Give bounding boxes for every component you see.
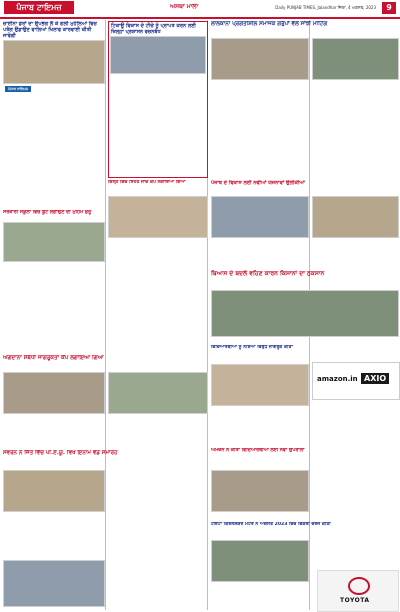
headline: ਪੰਜਾਬ ਦੇ ਵਿਕਾਸ ਲਈ ਨਵੀਆਂ ਯੋਜਨਾਵਾਂ ਉਲੀਕੀਆਂ: [211, 180, 305, 186]
headline: ਸਵਰਨ ਨੇ ਜਿੱਤੇ ਵਿੱਚ ਪੀ.ਏ.ਯੂ. ਵਿਖੇ ਇਨਾਮ ਵੰਡ ਸਮਾਰੋਹ: [3, 450, 118, 456]
toyota-ad: [317, 570, 399, 612]
dateline: Daily PUNJAB TIMES, Jalandhar ਜਿਲਾ, 4 ਅਗਸਤ, 2023: [275, 5, 376, 10]
news-photo: [211, 540, 309, 582]
masthead: [0, 0, 400, 19]
news-photo: [3, 222, 105, 262]
headline: ਟੋਇਟਾ ਕਿਰਲੋਸਕਰ ਮੋਟਰ ਨੇ ਅਗਸਤ 2023 ਵਿੱਚ ਵਿਕਰੀ ਦਰਜ ਕੀਤੀ: [211, 522, 331, 527]
headline: ਵਿਦਿਆਰਥੀਆਂ ਨੂੰ ਨਸ਼ਿਆਂ ਵਿਰੁੱਧ ਜਾਗਰੂਕ ਕੀਤਾ: [211, 345, 293, 350]
news-photo: [211, 470, 309, 512]
news-photo: [312, 196, 399, 238]
news-photo: [211, 364, 309, 406]
news-photo: [312, 38, 399, 80]
headline: ਟਿਕਾਊ ਵਿਕਾਸ ਦੇ ਟੀਚੇ ਨੂੰ ਪ੍ਰਾਪਤ ਕਰਨ ਲਈ ਜ਼ਿਲ੍ਹਾ ਪ੍ਰਸ਼ਾਸਨ ਵਚਨਬੱਧ: [111, 23, 196, 35]
headline: ਚਾਈਨਾ ਡੋਰਾਂ ਦਾ ਉਪਭੋਗ ਲੈ ਕੇ ਗਲੀ ਮੁਹੱਲਿਆਂ ਵਿਚ ਪਤੰਗ ਉਡਾਉਣ ਵਾਲਿਆਂ ਖਿਲਾਫ ਕਾਰਵਾਈ ਕੀਤੀ ਜਾਵੇਗੀ: [3, 21, 97, 39]
story-anti-drug: [211, 345, 309, 365]
story-amazon: [211, 448, 397, 468]
page-number: 9: [382, 2, 396, 14]
column-rule: [105, 20, 106, 610]
news-photo: [3, 40, 105, 84]
news-photo: [211, 196, 309, 238]
news-photo: [211, 38, 309, 80]
news-photo: [108, 372, 208, 414]
headline: ਸਰਕਾਰੀ ਸਕੂਲਾਂ ਵਿਚ ਬੂਟੇ ਲਗਾਉਣ ਦੀ ਮੁਹਿੰਮ ਸ਼ੁਰੂ: [3, 210, 91, 215]
story-pau-award: [3, 450, 205, 470]
headline: ਅਮੇਜ਼ਨ ਨੇ ਕੀਤਾ ਵਿਦਿਆਰਥੀਆਂ ਲਈ ਨਵਾਂ ਉਪਰਾਲਾ: [211, 448, 305, 453]
news-photo: [3, 560, 105, 607]
axio-logo-text: AXIO: [361, 373, 389, 384]
toyota-logo-text: TOYOTA: [340, 597, 370, 604]
amazon-logo-text: amazon.in: [317, 375, 358, 383]
news-photo: [108, 196, 208, 238]
byline-badge: ਪੰਜਾਬ ਟਾਇਮਜ਼: [5, 86, 31, 92]
section-label: ਅਸਥਾ ਮਾਲਾ: [170, 3, 199, 10]
headline: ਬਿਆਸ ਦੇ ਬਦਲੇ ਵਹਿਣ ਕਾਰਨ ਕਿਸਾਨਾਂ ਦਾ ਨੁਕਸਾਨ: [211, 270, 325, 277]
headline: ਲਾਲਕਾਨਾ ਪ੍ਰਗਤੀਸ਼ੀਲ ਸਮਾਜਕ ਗਰੁੱਪਾਂ ਵੱਲੋਂ ਸਾਂਝੀ ਮੀਟਿੰਗ: [211, 21, 328, 27]
news-photo: [3, 470, 105, 512]
newspaper-brand: ਪੰਜਾਬ ਟਾਇਮਜ਼: [4, 1, 74, 14]
toyota-logo-icon: [348, 577, 370, 595]
headline: ਜ਼ਿਲ੍ਹੇ ਵਿੱਚ ਸਿਹਤ ਜਾਂਚ ਕੈਂਪ ਲਗਾਇਆ ਗਿਆ: [108, 180, 186, 185]
news-photo: [211, 290, 399, 337]
story-toyota-sales: [211, 522, 397, 542]
news-photo: [3, 372, 105, 414]
amazon-ad: [312, 362, 400, 400]
news-photo: [110, 36, 206, 74]
headline: ਅੰਗਦਾਨਾ ਸੰਬੰਧੀ ਜਾਗਰੂਕਤਾ ਕੈਂਪ ਲਗਾਇਆ ਗਿਆ: [3, 355, 104, 361]
